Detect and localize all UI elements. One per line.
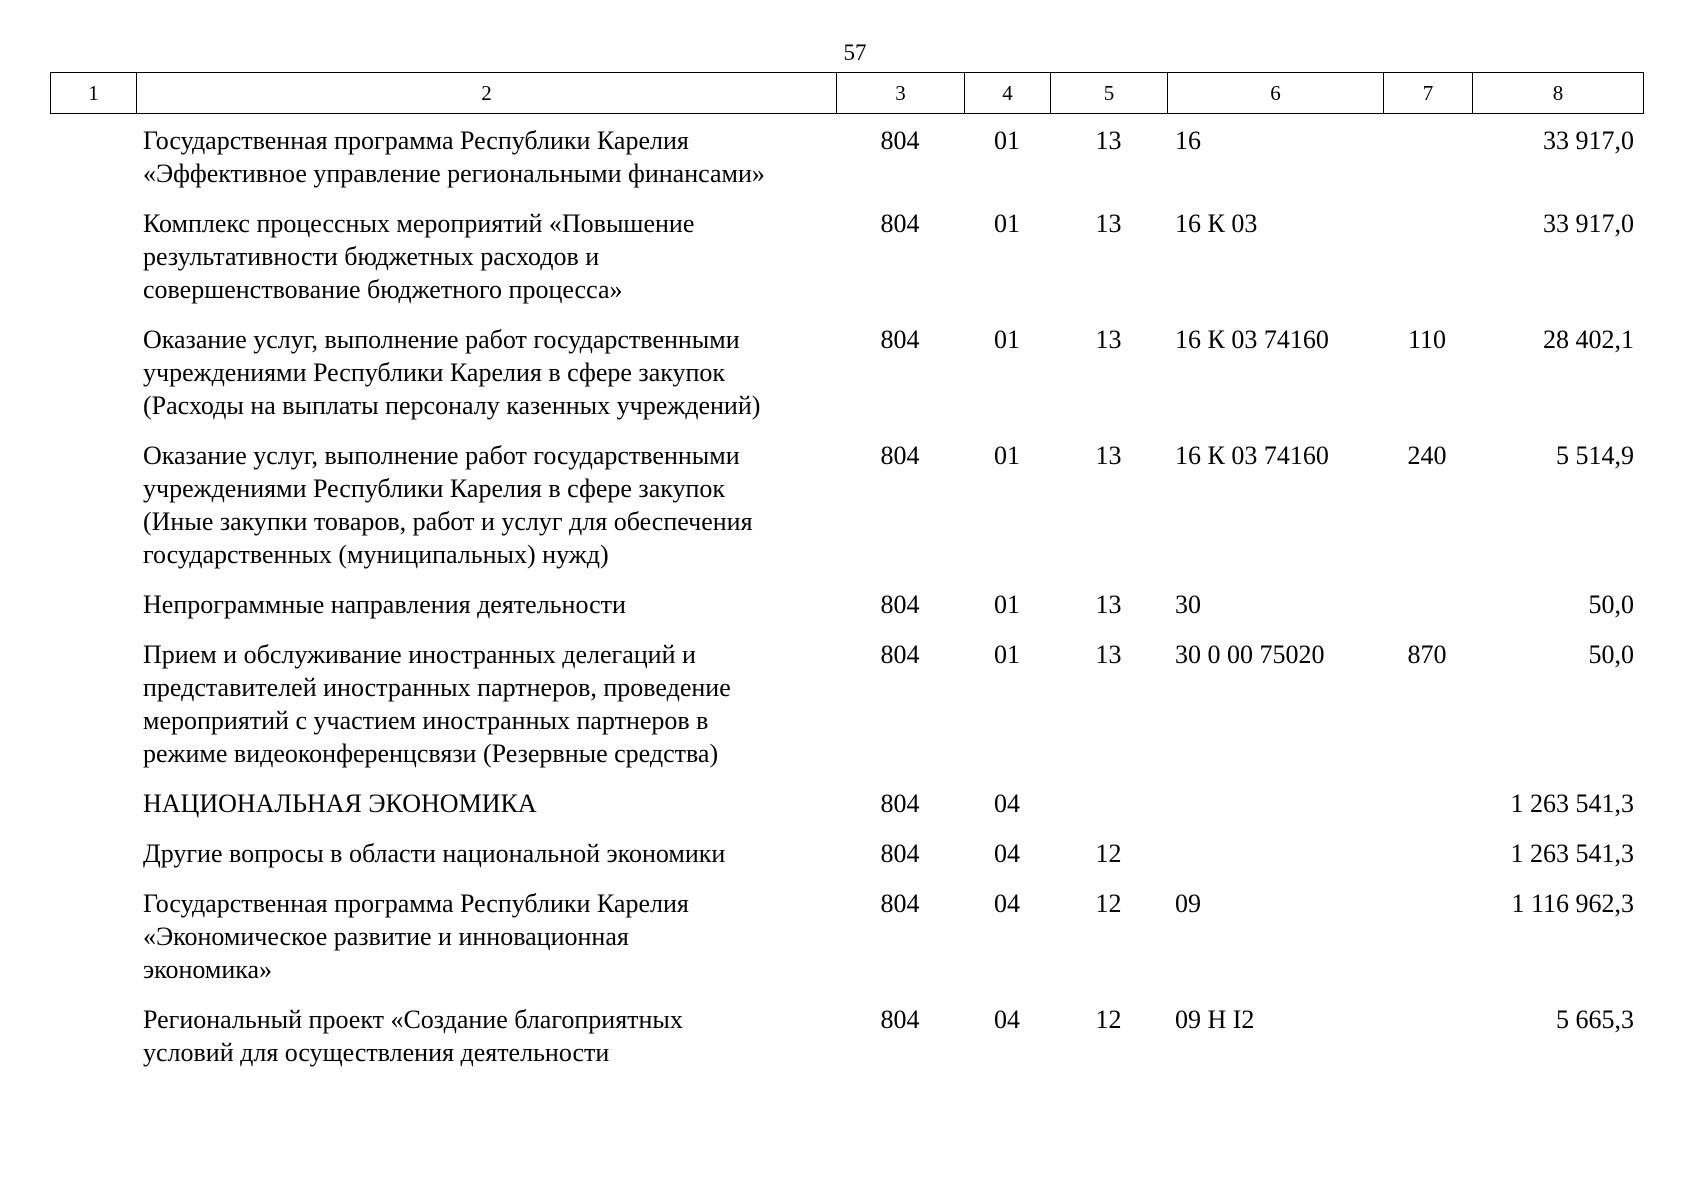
row-section-code: 01 bbox=[994, 209, 1020, 238]
row-subsection-code: 13 bbox=[1095, 209, 1122, 238]
table-row bbox=[0, 124, 1697, 190]
column-header-2: 2 bbox=[137, 73, 837, 114]
row-description: Государственная программа Республики Карелия «Экономическое развитие и инновационная экономика» bbox=[143, 889, 689, 984]
row-subsection-code: 12 bbox=[1095, 889, 1122, 918]
row-description: Региональный проект «Создание благоприятных условий для осуществления деятельности bbox=[143, 1005, 683, 1067]
row-amount: 5 514,9 bbox=[1556, 441, 1634, 470]
column-header-table bbox=[50, 72, 1644, 114]
row-ministry-code: 804 bbox=[880, 1005, 920, 1034]
table-row bbox=[0, 588, 1697, 621]
table-row bbox=[0, 887, 1697, 986]
row-expense-type: 870 bbox=[1407, 640, 1447, 669]
row-ministry-code: 804 bbox=[880, 640, 920, 669]
column-header-5: 5 bbox=[1051, 73, 1168, 114]
row-subsection-code: 13 bbox=[1095, 590, 1122, 619]
row-description: Прием и обслуживание иностранных делегаций и представителей иностранных партнеров, проведение мероприятий с участием иностранных партнеров в режиме видеоконференцсвязи (Резервные средства) bbox=[143, 640, 731, 768]
row-ministry-code: 804 bbox=[880, 889, 920, 918]
row-description: Комплекс процессных мероприятий «Повышение результативности бюджетных расходов и совершенствование бюджетного процесса» bbox=[143, 209, 695, 304]
table-row bbox=[0, 323, 1697, 422]
row-amount: 33 917,0 bbox=[1543, 209, 1634, 238]
row-subsection-code: 13 bbox=[1095, 325, 1122, 354]
row-target-item: 30 bbox=[1175, 590, 1201, 619]
row-section-code: 04 bbox=[994, 1005, 1020, 1034]
row-subsection-code: 13 bbox=[1095, 126, 1122, 155]
row-target-item: 30 0 00 75020 bbox=[1175, 640, 1325, 669]
row-subsection-code: 12 bbox=[1095, 1005, 1122, 1034]
row-ministry-code: 804 bbox=[880, 839, 920, 868]
row-amount: 33 917,0 bbox=[1543, 126, 1634, 155]
table-row bbox=[0, 439, 1697, 571]
row-section-code: 04 bbox=[994, 839, 1020, 868]
row-amount: 5 665,3 bbox=[1556, 1005, 1634, 1034]
row-target-item: 16 К 03 bbox=[1175, 209, 1258, 238]
row-description: Оказание услуг, выполнение работ государственными учреждениями Республики Карелия в сфере закупок (Расходы на выплаты персоналу казенных учреждений) bbox=[143, 325, 761, 420]
row-section-code: 01 bbox=[994, 640, 1020, 669]
row-subsection-code: 13 bbox=[1095, 441, 1122, 470]
row-ministry-code: 804 bbox=[880, 325, 920, 354]
row-amount: 1 263 541,3 bbox=[1510, 839, 1634, 868]
row-description: Непрограммные направления деятельности bbox=[143, 590, 626, 619]
row-ministry-code: 804 bbox=[880, 441, 920, 470]
column-header-4: 4 bbox=[965, 73, 1051, 114]
row-target-item: 09 Н I2 bbox=[1175, 1005, 1255, 1034]
row-expense-type: 110 bbox=[1407, 325, 1447, 354]
column-header-3: 3 bbox=[837, 73, 965, 114]
row-section-code: 01 bbox=[994, 441, 1020, 470]
row-ministry-code: 804 bbox=[880, 590, 920, 619]
page-number: 57 bbox=[843, 40, 867, 65]
column-header-6: 6 bbox=[1168, 73, 1384, 114]
row-amount: 1 116 962,3 bbox=[1511, 889, 1634, 918]
table-row bbox=[0, 207, 1697, 306]
row-section-code: 04 bbox=[994, 789, 1020, 818]
row-ministry-code: 804 bbox=[880, 126, 920, 155]
row-section-code: 04 bbox=[994, 889, 1020, 918]
row-section-code: 01 bbox=[994, 325, 1020, 354]
row-expense-type: 240 bbox=[1407, 441, 1447, 470]
row-ministry-code: 804 bbox=[880, 209, 920, 238]
table-row bbox=[0, 787, 1697, 820]
row-description: Другие вопросы в области национальной экономики bbox=[143, 839, 726, 868]
budget-table-body bbox=[0, 124, 1697, 1086]
row-target-item: 16 bbox=[1175, 126, 1201, 155]
row-description: Государственная программа Республики Карелия «Эффективное управление региональными финансами» bbox=[143, 126, 765, 188]
row-target-item: 16 К 03 74160 bbox=[1175, 441, 1329, 470]
row-amount: 50,0 bbox=[1588, 590, 1634, 619]
row-description: Оказание услуг, выполнение работ государственными учреждениями Республики Карелия в сфере закупок (Иные закупки товаров, работ и услуг для обеспечения государственных (муниципальных) нужд) bbox=[143, 441, 753, 569]
column-header-7: 7 bbox=[1384, 73, 1473, 114]
row-description: НАЦИОНАЛЬНАЯ ЭКОНОМИКА bbox=[143, 789, 537, 818]
row-subsection-code: 13 bbox=[1095, 640, 1122, 669]
table-row bbox=[0, 837, 1697, 870]
row-subsection-code: 12 bbox=[1095, 839, 1122, 868]
row-amount: 28 402,1 bbox=[1543, 325, 1634, 354]
row-amount: 1 263 541,3 bbox=[1510, 789, 1634, 818]
column-header-row bbox=[51, 73, 1644, 114]
row-section-code: 01 bbox=[994, 590, 1020, 619]
row-target-item: 16 К 03 74160 bbox=[1175, 325, 1329, 354]
column-header-1: 1 bbox=[51, 73, 137, 114]
table-row bbox=[0, 638, 1697, 770]
table-row bbox=[0, 1003, 1697, 1069]
row-section-code: 01 bbox=[994, 126, 1020, 155]
row-target-item: 09 bbox=[1175, 889, 1201, 918]
column-header-8: 8 bbox=[1473, 73, 1644, 114]
row-amount: 50,0 bbox=[1588, 640, 1634, 669]
row-ministry-code: 804 bbox=[880, 789, 920, 818]
